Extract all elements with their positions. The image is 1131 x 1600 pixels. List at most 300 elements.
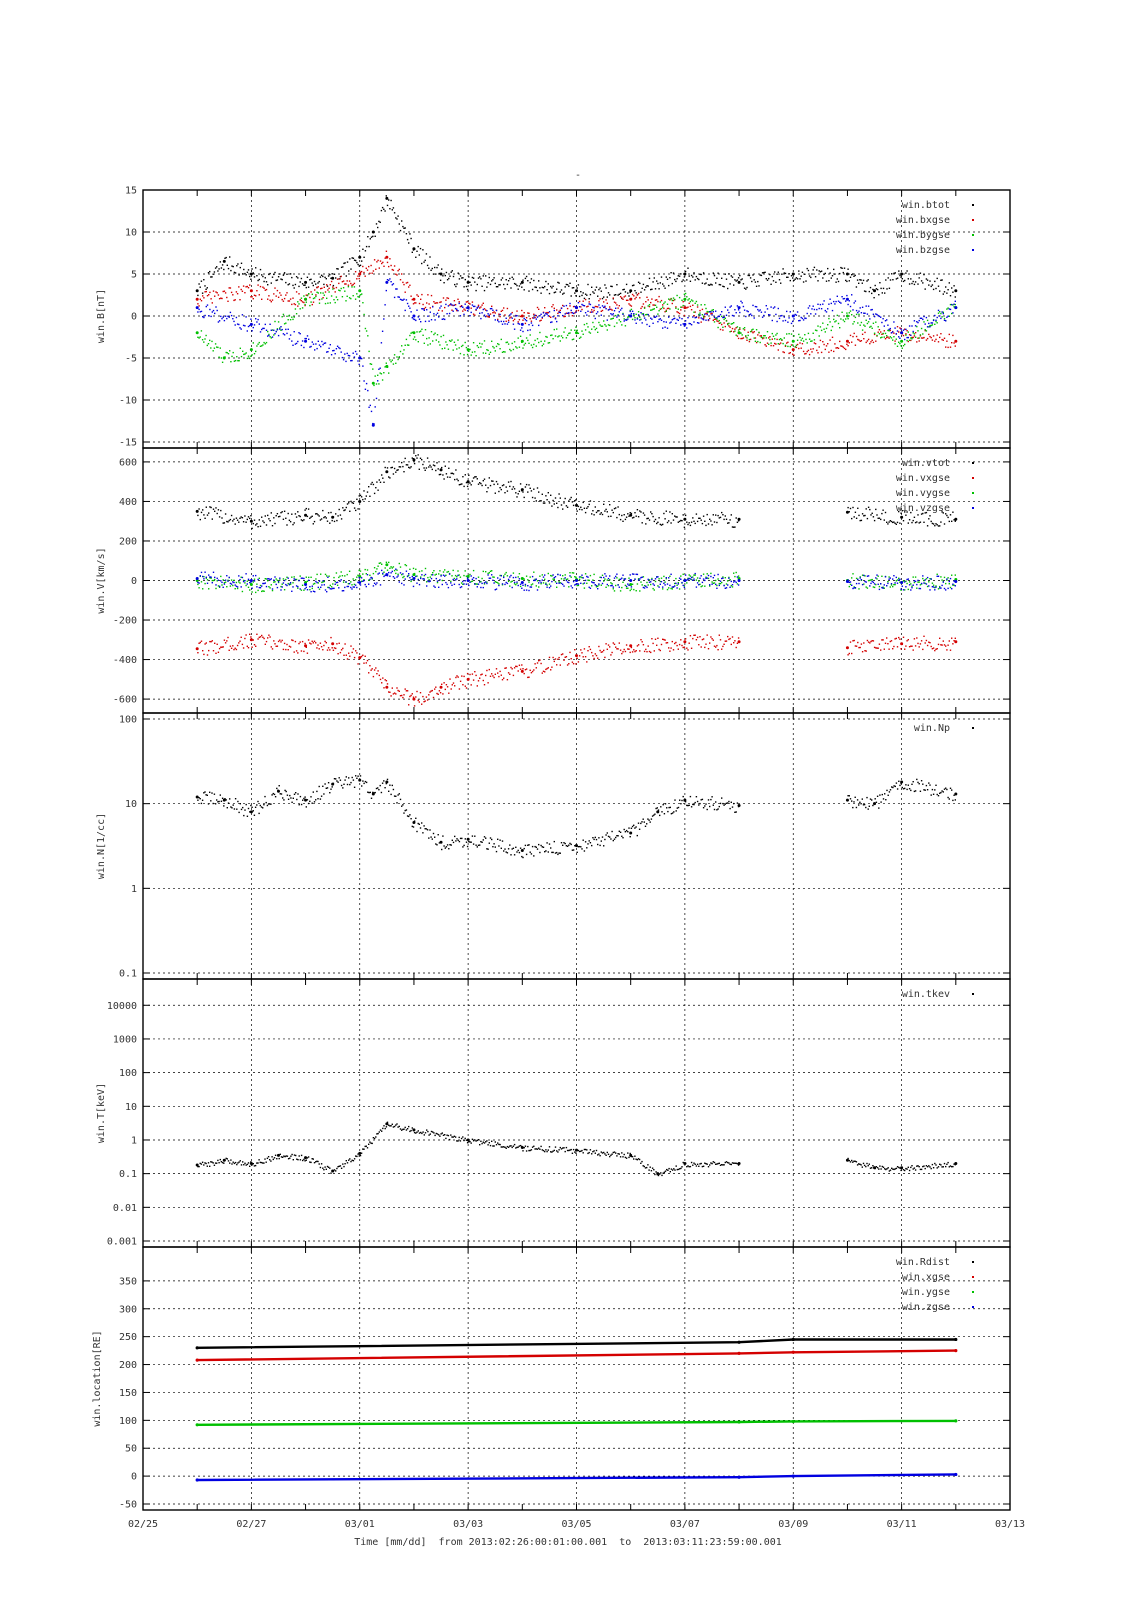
trace-dot [248, 356, 249, 357]
trace-dot [248, 587, 249, 588]
trace-dot [268, 274, 269, 275]
trace-dot [368, 246, 369, 247]
trace-dot [556, 664, 557, 665]
trace-dot [658, 649, 659, 650]
trace-dot [254, 579, 255, 580]
trace-dot [322, 292, 323, 293]
trace-dot [740, 301, 741, 302]
trace-dot [597, 306, 598, 307]
trace-dot [322, 580, 323, 581]
trace-dot [350, 268, 351, 269]
trace-dot [768, 314, 769, 315]
trace-dot [437, 313, 438, 314]
trace-dot [687, 317, 688, 318]
trace-dot [375, 269, 376, 270]
trace-dot [797, 340, 798, 341]
trace-dot [875, 584, 876, 585]
trace-dot [875, 313, 876, 314]
trace-dot [673, 649, 674, 650]
trace-dot [572, 662, 573, 663]
trace-dot [761, 337, 762, 338]
trace-dot [336, 287, 337, 288]
trace-dot [426, 309, 427, 310]
trace-dot [927, 280, 928, 281]
trace-dot [927, 338, 928, 339]
trace-dot [669, 308, 670, 309]
trace-dot [220, 261, 221, 262]
trace-dot [715, 282, 716, 283]
trace-dot [952, 335, 953, 336]
trace-dot [314, 297, 315, 298]
trace-dot [483, 303, 484, 304]
trace-dot [843, 347, 844, 348]
trace-dot [539, 320, 540, 321]
trace-dot [909, 581, 910, 582]
trace-dot [597, 586, 598, 587]
trace-dot [644, 514, 645, 515]
trace-dot [405, 310, 406, 311]
trace-dot [503, 321, 504, 322]
trace-dot [820, 340, 821, 341]
trace-dot [643, 644, 644, 645]
trace-dot [420, 578, 421, 579]
trace-dot [650, 289, 651, 290]
data-point [846, 580, 849, 583]
trace-dot [209, 292, 210, 293]
trace-dot [487, 282, 488, 283]
trace-dot [587, 311, 588, 312]
trace-dot [273, 581, 274, 582]
trace-dot [449, 304, 450, 305]
trace-dot [784, 337, 785, 338]
trace-dot [655, 300, 656, 301]
trace-dot [503, 351, 504, 352]
trace-dot [740, 279, 741, 280]
trace-dot [750, 339, 751, 340]
trace-dot [349, 511, 350, 512]
trace-dot [926, 578, 927, 579]
trace-dot [385, 567, 386, 568]
trace-dot [835, 301, 836, 302]
trace-dot [850, 508, 851, 509]
trace-dot [891, 273, 892, 274]
trace-dot [676, 585, 677, 586]
trace-dot [934, 525, 935, 526]
trace-dot [772, 276, 773, 277]
trace-dot [210, 276, 211, 277]
trace-dot [624, 296, 625, 297]
trace-dot [944, 577, 945, 578]
trace-dot [934, 587, 935, 588]
trace-dot [486, 583, 487, 584]
trace-dot [501, 311, 502, 312]
trace-dot [874, 583, 875, 584]
trace-dot [701, 520, 702, 521]
trace-dot [395, 217, 396, 218]
trace-dot [695, 317, 696, 318]
trace-dot [654, 277, 655, 278]
trace-dot [555, 291, 556, 292]
trace-dot [758, 310, 759, 311]
trace-dot [477, 478, 478, 479]
trace-dot [736, 517, 737, 518]
trace-dot [378, 383, 379, 384]
trace-dot [866, 508, 867, 509]
trace-dot [851, 314, 852, 315]
trace-dot [903, 330, 904, 331]
trace-dot [660, 581, 661, 582]
trace-dot [474, 476, 475, 477]
trace-dot [952, 312, 953, 313]
trace-dot [453, 682, 454, 683]
trace-dot [882, 292, 883, 293]
data-point [954, 580, 957, 583]
trace-dot [572, 339, 573, 340]
trace-dot [633, 649, 634, 650]
trace-dot [729, 283, 730, 284]
trace-dot [381, 210, 382, 211]
trace-dot [253, 272, 254, 273]
trace-dot [267, 515, 268, 516]
trace-dot [357, 508, 358, 509]
trace-dot [729, 519, 730, 520]
trace-dot [504, 351, 505, 352]
trace-dot [471, 575, 472, 576]
trace-dot [683, 279, 684, 280]
trace-dot [460, 275, 461, 276]
trace-dot [721, 582, 722, 583]
trace-dot [485, 485, 486, 486]
trace-dot [628, 585, 629, 586]
trace-dot [949, 308, 950, 309]
trace-dot [457, 575, 458, 576]
trace-dot [715, 318, 716, 319]
trace-dot [316, 292, 317, 293]
trace-dot [214, 643, 215, 644]
trace-dot [660, 318, 661, 319]
trace-dot [512, 318, 513, 319]
trace-dot [366, 495, 367, 496]
trace-dot [455, 575, 456, 576]
trace-dot [412, 693, 413, 694]
trace-dot [376, 568, 377, 569]
trace-dot [229, 350, 230, 351]
trace-dot [681, 307, 682, 308]
trace-dot [503, 575, 504, 576]
trace-dot [306, 338, 307, 339]
trace-dot [253, 575, 254, 576]
trace-dot [619, 514, 620, 515]
trace-dot [217, 644, 218, 645]
trace-dot [719, 323, 720, 324]
trace-dot [602, 651, 603, 652]
trace-dot [932, 324, 933, 325]
trace-dot [931, 578, 932, 579]
trace-dot [402, 697, 403, 698]
trace-dot [616, 517, 617, 518]
trace-dot [233, 649, 234, 650]
trace-dot [400, 351, 401, 352]
trace-dot [767, 331, 768, 332]
trace-dot [692, 305, 693, 306]
trace-dot [642, 641, 643, 642]
trace-dot [546, 289, 547, 290]
trace-dot [888, 329, 889, 330]
trace-dot [220, 298, 221, 299]
trace-dot [683, 647, 684, 648]
trace-dot [325, 342, 326, 343]
trace-dot [548, 580, 549, 581]
trace-dot [585, 656, 586, 657]
data-point [467, 348, 470, 351]
trace-dot [383, 572, 384, 573]
trace-dot [537, 589, 538, 590]
trace-dot [856, 310, 857, 311]
trace-dot [551, 575, 552, 576]
trace-dot [666, 642, 667, 643]
trace-dot [633, 517, 634, 518]
trace-dot [922, 649, 923, 650]
trace-dot [254, 295, 255, 296]
trace-dot [628, 303, 629, 304]
trace-dot [245, 522, 246, 523]
trace-dot [479, 307, 480, 308]
trace-dot [879, 282, 880, 283]
trace-dot [888, 277, 889, 278]
trace-dot [754, 331, 755, 332]
trace-dot [365, 328, 366, 329]
trace-dot [656, 523, 657, 524]
trace-dot [888, 330, 889, 331]
trace-dot [521, 588, 522, 589]
y-tick-label: 5 [130, 269, 137, 281]
trace-dot [499, 314, 500, 315]
trace-dot [675, 281, 676, 282]
trace-dot [580, 576, 581, 577]
trace-dot [679, 578, 680, 579]
trace-dot [496, 582, 497, 583]
trace-dot [919, 320, 920, 321]
trace-dot [917, 514, 918, 515]
trace-dot [256, 584, 257, 585]
trace-dot [597, 510, 598, 511]
trace-dot [892, 586, 893, 587]
trace-dot [380, 562, 381, 563]
trace-dot [406, 690, 407, 691]
trace-dot [648, 305, 649, 306]
trace-dot [318, 292, 319, 293]
data-point [250, 638, 253, 641]
trace-dot [386, 680, 387, 681]
trace-dot [862, 283, 863, 284]
trace-dot [894, 327, 895, 328]
trace-dot [621, 308, 622, 309]
trace-dot [467, 673, 468, 674]
trace-dot [309, 586, 310, 587]
trace-dot [331, 354, 332, 355]
trace-dot [625, 651, 626, 652]
trace-dot [478, 347, 479, 348]
trace-dot [705, 578, 706, 579]
trace-dot [255, 646, 256, 647]
legend-label: win.vxgse [895, 473, 950, 484]
trace-dot [657, 638, 658, 639]
trace-dot [941, 279, 942, 280]
trace-dot [699, 584, 700, 585]
trace-dot [866, 280, 867, 281]
trace-dot [555, 335, 556, 336]
trace-dot [480, 674, 481, 675]
trace-dot [790, 346, 791, 347]
trace-dot [203, 654, 204, 655]
data-point [683, 273, 686, 276]
trace-dot [479, 581, 480, 582]
trace-dot [306, 577, 307, 578]
trace-dot [456, 310, 457, 311]
trace-dot [873, 516, 874, 517]
trace-dot [663, 513, 664, 514]
trace-dot [448, 693, 449, 694]
trace-dot [919, 337, 920, 338]
trace-dot [456, 576, 457, 577]
trace-dot [552, 657, 553, 658]
trace-dot [243, 325, 244, 326]
trace-dot [699, 310, 700, 311]
trace-dot [902, 278, 903, 279]
trace-dot [634, 290, 635, 291]
trace-dot [895, 272, 896, 273]
trace-dot [355, 585, 356, 586]
trace-dot [934, 341, 935, 342]
trace-dot [501, 321, 502, 322]
trace-dot [567, 308, 568, 309]
trace-dot [580, 291, 581, 292]
trace-dot [428, 337, 429, 338]
trace-dot [728, 639, 729, 640]
trace-dot [893, 521, 894, 522]
trace-dot [484, 479, 485, 480]
trace-dot [245, 573, 246, 574]
trace-dot [388, 266, 389, 267]
trace-dot [323, 645, 324, 646]
trace-dot [403, 584, 404, 585]
trace-dot [362, 365, 363, 366]
trace-dot [905, 272, 906, 273]
trace-dot [245, 286, 246, 287]
trace-dot [280, 295, 281, 296]
trace-dot [568, 286, 569, 287]
trace-dot [849, 342, 850, 343]
trace-dot [643, 303, 644, 304]
trace-dot [586, 295, 587, 296]
trace-dot [751, 315, 752, 316]
trace-dot [897, 346, 898, 347]
trace-dot [625, 585, 626, 586]
trace-dot [876, 578, 877, 579]
trace-dot [662, 283, 663, 284]
trace-dot [785, 273, 786, 274]
trace-dot [575, 312, 576, 313]
trace-dot [558, 335, 559, 336]
trace-dot [608, 585, 609, 586]
trace-dot [537, 316, 538, 317]
trace-dot [498, 676, 499, 677]
trace-dot [708, 578, 709, 579]
trace-dot [558, 312, 559, 313]
trace-dot [890, 577, 891, 578]
trace-dot [556, 587, 557, 588]
trace-dot [581, 330, 582, 331]
trace-dot [805, 353, 806, 354]
trace-dot [893, 575, 894, 576]
trace-dot [932, 586, 933, 587]
trace-dot [456, 578, 457, 579]
legend-swatch [972, 219, 974, 221]
trace-dot [610, 318, 611, 319]
trace-dot [708, 284, 709, 285]
trace-dot [455, 579, 456, 580]
trace-dot [461, 483, 462, 484]
trace-dot [852, 573, 853, 574]
trace-dot [733, 581, 734, 582]
trace-dot [864, 313, 865, 314]
trace-dot [669, 511, 670, 512]
trace-dot [286, 577, 287, 578]
trace-dot [736, 647, 737, 648]
trace-dot [273, 640, 274, 641]
trace-dot [856, 646, 857, 647]
trace-dot [221, 582, 222, 583]
trace-dot [650, 310, 651, 311]
trace-dot [908, 522, 909, 523]
data-point [358, 289, 361, 292]
trace-dot [928, 334, 929, 335]
trace-dot [742, 334, 743, 335]
trace-dot [512, 581, 513, 582]
trace-dot [321, 582, 322, 583]
trace-dot [802, 318, 803, 319]
trace-dot [598, 646, 599, 647]
trace-dot [224, 258, 225, 259]
trace-dot [648, 518, 649, 519]
trace-dot [279, 640, 280, 641]
trace-dot [865, 291, 866, 292]
trace-dot [226, 318, 227, 319]
trace-dot [298, 580, 299, 581]
trace-dot [886, 585, 887, 586]
trace-dot [650, 318, 651, 319]
trace-dot [931, 646, 932, 647]
data-point [196, 306, 199, 309]
data-point [304, 583, 307, 586]
trace-dot [272, 329, 273, 330]
trace-dot [349, 297, 350, 298]
legend-label: win.bzgse [895, 245, 950, 256]
trace-dot [599, 580, 600, 581]
trace-dot [502, 352, 503, 353]
trace-dot [938, 341, 939, 342]
trace-dot [273, 517, 274, 518]
trace-dot [477, 583, 478, 584]
trace-dot [400, 279, 401, 280]
trace-dot [361, 496, 362, 497]
trace-dot [761, 335, 762, 336]
trace-dot [908, 639, 909, 640]
trace-dot [949, 334, 950, 335]
trace-dot [499, 348, 500, 349]
data-point [467, 678, 470, 681]
trace-dot [755, 281, 756, 282]
